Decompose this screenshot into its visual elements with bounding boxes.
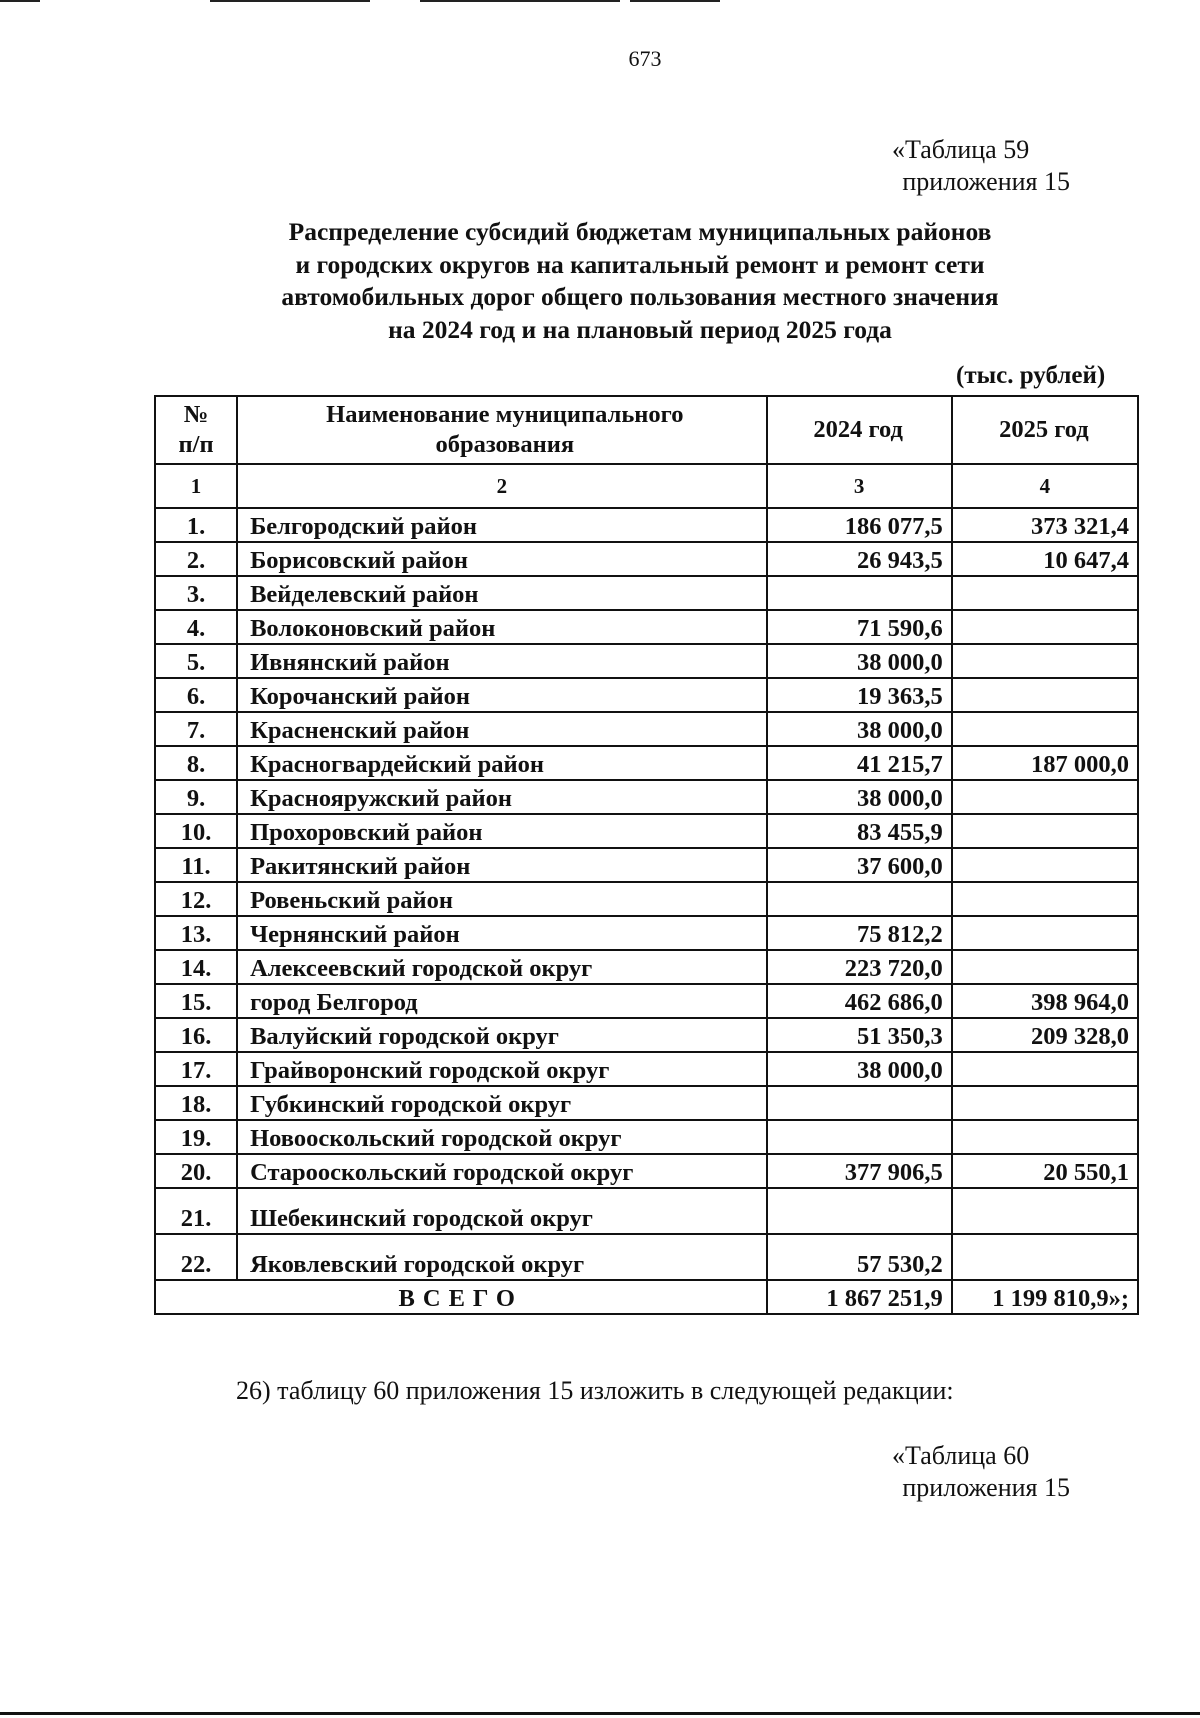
row-number: 17. xyxy=(155,1052,237,1086)
header-name-line1: Наименование муниципального xyxy=(326,401,684,428)
total-value-2024: 1 867 251,9 xyxy=(767,1280,952,1314)
table-row xyxy=(155,712,1138,746)
row-value-2024: 51 350,3 xyxy=(767,1018,952,1052)
row-value-2025 xyxy=(952,916,1138,950)
row-number: 10. xyxy=(155,814,237,848)
title-line: на 2024 год и на плановый период 2025 года xyxy=(388,314,892,344)
header-name-line2: образования xyxy=(435,431,575,458)
row-number: 2. xyxy=(155,542,237,576)
header-2025: 2025 год xyxy=(952,396,1138,464)
column-number: 4 xyxy=(952,464,1138,508)
document-title xyxy=(190,216,1090,346)
row-name: Краснояружский район xyxy=(237,780,766,814)
total-row xyxy=(155,1280,1138,1314)
row-name: город Белгород xyxy=(237,984,766,1018)
table-row xyxy=(155,1120,1138,1154)
table-row xyxy=(155,610,1138,644)
row-value-2024: 71 590,6 xyxy=(767,610,952,644)
table-row xyxy=(155,882,1138,916)
row-name: Алексеевский городской округ xyxy=(237,950,766,984)
row-value-2024: 37 600,0 xyxy=(767,848,952,882)
row-value-2025 xyxy=(952,1188,1138,1234)
row-value-2024: 38 000,0 xyxy=(767,644,952,678)
table-row xyxy=(155,746,1138,780)
row-value-2025 xyxy=(952,712,1138,746)
row-value-2024 xyxy=(767,1120,952,1154)
row-number: 16. xyxy=(155,1018,237,1052)
row-number: 13. xyxy=(155,916,237,950)
row-value-2024 xyxy=(767,1188,952,1234)
row-name: Красногвардейский район xyxy=(237,746,766,780)
row-number: 14. xyxy=(155,950,237,984)
row-value-2025 xyxy=(952,644,1138,678)
row-value-2025 xyxy=(952,1086,1138,1120)
row-value-2025: 20 550,1 xyxy=(952,1154,1138,1188)
table-row xyxy=(155,508,1138,542)
row-value-2025 xyxy=(952,576,1138,610)
table-reference-59 xyxy=(892,134,1192,198)
row-value-2024: 38 000,0 xyxy=(767,1052,952,1086)
table-row xyxy=(155,1234,1138,1280)
title-line: автомобильных дорог общего пользования местного значения xyxy=(281,282,999,311)
row-name: Ивнянский район xyxy=(237,644,766,678)
page-number: 673 xyxy=(628,46,662,71)
column-numbers-row xyxy=(155,464,1138,508)
subsidy-table xyxy=(154,395,1139,1315)
row-name: Ровеньский район xyxy=(237,882,766,916)
table-row xyxy=(155,1154,1138,1188)
row-name: Шебекинский городской округ xyxy=(237,1188,766,1234)
row-name: Губкинский городской округ xyxy=(237,1086,766,1120)
header-name xyxy=(237,396,766,464)
row-value-2025 xyxy=(952,678,1138,712)
row-name: Яковлевский городской округ xyxy=(237,1234,766,1280)
row-name: Волоконовский район xyxy=(237,610,766,644)
table-header-row xyxy=(155,396,1138,464)
row-value-2024: 83 455,9 xyxy=(767,814,952,848)
row-number: 6. xyxy=(155,678,237,712)
row-value-2024: 38 000,0 xyxy=(767,780,952,814)
row-value-2025 xyxy=(952,1052,1138,1086)
row-name: Старооскольский городской округ xyxy=(237,1154,766,1188)
row-value-2024: 186 077,5 xyxy=(767,508,952,542)
table-row xyxy=(155,814,1138,848)
column-number: 2 xyxy=(237,464,766,508)
column-number: 1 xyxy=(155,464,237,508)
row-number: 21. xyxy=(155,1188,237,1234)
row-value-2024 xyxy=(767,1086,952,1120)
table-row xyxy=(155,1188,1138,1234)
table-row xyxy=(155,542,1138,576)
row-name: Грайворонский городской округ xyxy=(237,1052,766,1086)
row-value-2025 xyxy=(952,780,1138,814)
total-label: ВСЕГО xyxy=(155,1280,767,1314)
row-value-2025 xyxy=(952,950,1138,984)
table-row xyxy=(155,1018,1138,1052)
row-name: Чернянский район xyxy=(237,916,766,950)
header-number-line1: № xyxy=(183,401,209,428)
row-value-2025: 373 321,4 xyxy=(952,508,1138,542)
row-name: Новооскольский городской округ xyxy=(237,1120,766,1154)
table-row xyxy=(155,678,1138,712)
table-row xyxy=(155,644,1138,678)
table-row xyxy=(155,848,1138,882)
row-number: 1. xyxy=(155,508,237,542)
table-row xyxy=(155,984,1138,1018)
row-value-2024 xyxy=(767,882,952,916)
amendment-paragraph: 26) таблицу 60 приложения 15 изложить в следующей редакции: xyxy=(236,1376,954,1405)
header-number xyxy=(155,396,237,464)
row-number: 5. xyxy=(155,644,237,678)
row-name: Красненский район xyxy=(237,712,766,746)
row-number: 19. xyxy=(155,1120,237,1154)
table-row xyxy=(155,1086,1138,1120)
row-number: 8. xyxy=(155,746,237,780)
row-value-2025 xyxy=(952,882,1138,916)
table-row xyxy=(155,916,1138,950)
row-value-2024: 377 906,5 xyxy=(767,1154,952,1188)
row-name: Вейделевский район xyxy=(237,576,766,610)
row-value-2024: 223 720,0 xyxy=(767,950,952,984)
row-value-2025 xyxy=(952,610,1138,644)
row-name: Белгородский район xyxy=(237,508,766,542)
table-reference-60-line2: приложения 15 xyxy=(902,1473,1070,1502)
row-number: 4. xyxy=(155,610,237,644)
row-number: 11. xyxy=(155,848,237,882)
row-value-2025 xyxy=(952,1234,1138,1280)
row-value-2024: 75 812,2 xyxy=(767,916,952,950)
row-value-2024: 462 686,0 xyxy=(767,984,952,1018)
title-line: Распределение субсидий бюджетам муниципальных районов xyxy=(288,217,992,246)
title-line: и городских округов на капитальный ремонт и ремонт сети xyxy=(295,249,985,279)
row-number: 22. xyxy=(155,1234,237,1280)
row-name: Прохоровский район xyxy=(237,814,766,848)
row-value-2025: 209 328,0 xyxy=(952,1018,1138,1052)
row-number: 3. xyxy=(155,576,237,610)
row-value-2025 xyxy=(952,1120,1138,1154)
row-value-2024: 41 215,7 xyxy=(767,746,952,780)
units-label: (тыс. рублей) xyxy=(956,362,1106,389)
row-number: 20. xyxy=(155,1154,237,1188)
row-number: 15. xyxy=(155,984,237,1018)
row-value-2024: 26 943,5 xyxy=(767,542,952,576)
row-number: 7. xyxy=(155,712,237,746)
row-number: 12. xyxy=(155,882,237,916)
table-row xyxy=(155,1052,1138,1086)
column-number: 3 xyxy=(767,464,952,508)
row-number: 9. xyxy=(155,780,237,814)
row-value-2024: 19 363,5 xyxy=(767,678,952,712)
row-value-2025: 398 964,0 xyxy=(952,984,1138,1018)
row-name: Корочанский район xyxy=(237,678,766,712)
header-2024: 2024 год xyxy=(767,396,952,464)
total-value-2025: 1 199 810,9»; xyxy=(952,1280,1138,1314)
table-reference-59-line1: «Таблица 59 xyxy=(892,135,1030,164)
row-name: Борисовский район xyxy=(237,542,766,576)
row-value-2025: 187 000,0 xyxy=(952,746,1138,780)
row-value-2024 xyxy=(767,576,952,610)
row-value-2025 xyxy=(952,848,1138,882)
bottom-scan-rule xyxy=(0,1712,1200,1715)
table-reference-60-line1: «Таблица 60 xyxy=(892,1441,1030,1470)
table-row xyxy=(155,780,1138,814)
table-reference-60 xyxy=(892,1440,1192,1504)
row-value-2025: 10 647,4 xyxy=(952,542,1138,576)
row-value-2024: 38 000,0 xyxy=(767,712,952,746)
table-row xyxy=(155,950,1138,984)
header-number-line2: п/п xyxy=(178,431,214,458)
row-value-2025 xyxy=(952,814,1138,848)
row-name: Валуйский городской округ xyxy=(237,1018,766,1052)
table-row xyxy=(155,576,1138,610)
row-name: Ракитянский район xyxy=(237,848,766,882)
row-number: 18. xyxy=(155,1086,237,1120)
table-reference-59-line2: приложения 15 xyxy=(902,167,1070,196)
top-scan-rule xyxy=(0,0,1200,4)
row-value-2024: 57 530,2 xyxy=(767,1234,952,1280)
